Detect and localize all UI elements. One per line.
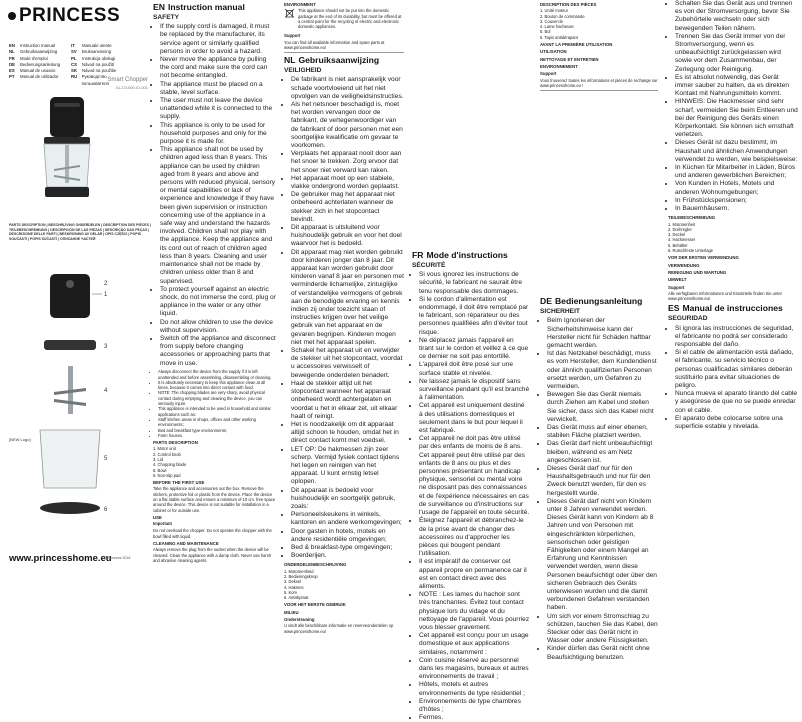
language-name: Bedienungsanleitung bbox=[20, 61, 61, 67]
product-label bbox=[64, 77, 148, 91]
en-environment-text: This appliance should not be put into the domestic garbage at the end of its durability, but must be offered at a central point for the recycling of electric and electronic domestic appliances. bbox=[298, 8, 402, 30]
es-code: ES bbox=[668, 303, 680, 314]
list-item: • Bed and breakfast type environments; bbox=[158, 428, 276, 433]
copyright-date: © Princess 2018 bbox=[104, 556, 131, 560]
website-url[interactable]: www.princesshome.eu bbox=[9, 553, 112, 564]
list-item: • Fermes. bbox=[419, 714, 530, 722]
de-clean-heading: REINIGUNG UND WARTUNG bbox=[668, 269, 727, 275]
parts-diagram bbox=[28, 270, 120, 555]
fr-support-text: Vous trouverez toutes les informations et pièces de rechange sur www.princesshome.eu ! bbox=[540, 77, 658, 88]
list-item: • The appliance must be placed on a stable, level surface. bbox=[160, 81, 276, 97]
en-use-important: Important bbox=[153, 521, 172, 527]
es-title bbox=[668, 303, 798, 313]
en-use-text: Do not overload the chopper. Do not operate the chopper with the bowl filled with liquid. bbox=[153, 528, 272, 539]
part-item: 6. Antislipmat bbox=[284, 595, 309, 601]
nl-parts-list bbox=[284, 569, 404, 601]
language-name: Bruksanvisning bbox=[82, 49, 112, 55]
language-name: Manuale utente bbox=[82, 43, 112, 48]
language-code: PL bbox=[71, 55, 77, 61]
diagram-callout-4: 4 bbox=[104, 388, 108, 394]
list-item: • Il est impératif de conserver cet appareil propre en permanence car il est en contact direct avec des aliments. bbox=[419, 558, 530, 591]
de-environment-heading: UMWELT bbox=[668, 277, 687, 283]
list-item: • Si ignora las instrucciones de seguridad, el fabricante no podrá ser considerado responsable del daño. bbox=[675, 325, 798, 350]
en-environment-row bbox=[284, 8, 404, 31]
list-item: • Door gasten in hotels, motels en andere residentiële omgevingen; bbox=[291, 528, 404, 544]
language-code: SV bbox=[71, 49, 77, 55]
list-item: • Cet appareil ne doit pas être utilisé par des enfants de moins de 8 ans. Cet appareil peut être utilisé par des enfants de 8 ans ou plus et des personnes présentant un handicap physique, sensoriel ou mental voire ne disposant pas des connaissances et de l'expérience nécessaires en cas de surveillance ou d'instructions sur l'usage de l'appareil en toute sécurité. bbox=[419, 435, 530, 517]
part-item: 1. Motoreenheid bbox=[284, 568, 314, 574]
product-number: 01.221000.01.001 bbox=[115, 85, 148, 90]
product-image bbox=[36, 95, 98, 205]
part-item: 4. Lame hacheuse bbox=[540, 24, 574, 30]
list-item: • Coin cuisine réservé au personnel dans les magasins, bureaux et autres environnements de travail ; bbox=[419, 657, 530, 682]
part-item: 2. Control knob bbox=[153, 451, 181, 457]
list-item: • Cet appareil est conçu pour un usage domestique et aux applications similaires, notamment : bbox=[419, 632, 530, 657]
list-item: • In Bauernhäusern. bbox=[675, 205, 798, 213]
column-fr bbox=[412, 0, 530, 722]
language-name: Manual de usuario bbox=[20, 68, 56, 74]
list-item: • Verplaats het apparaat nooit door aan het snoer te trekken. Zorg ervoor dat het snoer niet verward kan raken. bbox=[291, 150, 404, 175]
language-name: Instrukcja obsługi bbox=[82, 55, 116, 61]
de-parts-list bbox=[668, 222, 798, 254]
en-before-text: Take the appliance and accessories out the box. Remove the stickers, protective foil or plastic from the device. Place the device on a flat stable surface and ensure a minimum of 10 cm. free space around the device. This device is not suitable for installation in a cabinet or for outside use. bbox=[153, 486, 276, 513]
part-item: 3. Couvercle bbox=[540, 18, 563, 24]
en-parts-list bbox=[153, 446, 276, 478]
de-support-heading: Support bbox=[668, 284, 685, 290]
fr-title-text: Mode d'instructions bbox=[426, 250, 508, 260]
en-before-heading: BEFORE THE FIRST USE bbox=[153, 480, 205, 486]
en-safety-large bbox=[153, 14, 276, 368]
list-item: • Het is noodzakelijk om dit apparaat altijd schoon te houden, omdat het in direct contact komt met voedsel. bbox=[291, 421, 404, 446]
de-safety-list-cont bbox=[668, 0, 798, 213]
list-item: • Dit apparaat mag niet worden gebruikt door kinderen jonger dan 8 jaar. Dit apparaat kan worden gebruikt door kinderen vanaf 8 jaar en personen met verminderde lichamelijke, zintuiglijke of verstandelijke vermogens of gebrek aan de benodigde ervaring en kennis indien zij onder toezicht staan of instructies krijgen over het veilige gebruik van het apparaat en de gevaren begrijpen. Kinderen mogen niet met het apparaat spelen. bbox=[291, 249, 404, 347]
fr-title bbox=[412, 250, 530, 260]
list-item: • Cet appareil est uniquement destiné à des utilisations domestiques et seulement dans le but pour lequel il est fabriqué. bbox=[419, 402, 530, 435]
part-item: 6. Tapis antidérapant bbox=[540, 34, 578, 40]
list-item: • Éteignez l'appareil et débranchez-le de la prise avant de changer des accessoires ou d'approcher les pièces qui bougent pendant l'utilisation. bbox=[419, 517, 530, 558]
fr-environment-heading: ENVIRONNEMENT bbox=[540, 63, 578, 69]
diagram-callout-2: 2 bbox=[104, 281, 108, 287]
list-item: • Staff kitchen areas in shops, offices and other working environments; bbox=[158, 417, 276, 428]
language-name: Mode d'emploi bbox=[20, 55, 48, 61]
list-item: • Beim Ignorieren der Sicherheitshinweise kann der Hersteller nicht für Schäden haftbar gemacht werden. bbox=[547, 317, 658, 350]
de-safety-large-cont bbox=[668, 0, 798, 213]
diagram-callout-5: 5 bbox=[104, 456, 108, 462]
fr-clean-heading: NETTOYAGE ET ENTRETIEN bbox=[540, 56, 599, 62]
list-item: • Kinder dürfen das Gerät nicht ohne Beaufsichtigung benutzen. bbox=[547, 645, 658, 661]
list-item: • Bed & breakfast-type omgevingen; bbox=[291, 544, 404, 552]
list-item: • Das Gerät muss auf einer ebenen, stabilen Fläche platziert werden. bbox=[547, 424, 658, 440]
language-item bbox=[9, 74, 71, 87]
part-item: 2. Drehregler bbox=[668, 226, 692, 232]
part-item: 1. Motor unit bbox=[153, 446, 176, 452]
figure-label: [NEW Logo] bbox=[9, 437, 31, 442]
nl-safety-heading: VEILIGHEID bbox=[284, 67, 322, 75]
wheelie-bin-crossed-icon bbox=[284, 8, 295, 18]
list-item: • Het apparaat moet op een stabiele, vlakke ondergrond worden geplaatst. bbox=[291, 175, 404, 191]
list-item: • It is absolutely necessary to keep this appliance clean at all times, because it comes into direct contact with food. bbox=[158, 380, 276, 391]
es-safety-list bbox=[668, 325, 798, 432]
list-item: • Um sich vor einem Stromschlag zu schützen, tauchen Sie das Kabel, den Stecker oder das Gerät nicht in Wasser oder andere Flüssigkeiten. bbox=[547, 613, 658, 646]
list-item: • Es ist absolut notwendig, das Gerät immer sauber zu halten, da es direkten Kontakt mit Nahrungsmitteln kommt. bbox=[675, 74, 798, 99]
de-title-text: Bedienungsanleitung bbox=[554, 296, 643, 307]
en-support-heading: Support bbox=[284, 33, 301, 39]
part-item: 5. Behälter bbox=[668, 242, 688, 248]
product-name: Smart Chopper bbox=[107, 77, 148, 83]
part-item: 1. Motoreinheit bbox=[668, 221, 696, 227]
de-safety-heading: SICHERHEIT bbox=[540, 308, 580, 316]
list-item: • Boerderijen. bbox=[291, 552, 404, 560]
part-item: 2. Bouton de commande bbox=[540, 13, 585, 19]
nl-safety-list bbox=[284, 76, 404, 560]
language-code: FR bbox=[9, 55, 15, 61]
part-item: 5. Bowl bbox=[153, 467, 167, 473]
list-item: • Als het netsnoer beschadigd is, moet het worden vervangen door de fabrikant, de vertegenwoordiger van de fabrikant of door personen met een soortgelijke kwalificatie om gevaar te voorkomen. bbox=[291, 101, 404, 150]
list-item: • Ne déplacez jamais l'appareil en tirant sur le cordon et veillez à ce que ce dernier ne soit pas entortillé. bbox=[419, 337, 530, 362]
part-item: 4. Chopping blade bbox=[153, 462, 187, 468]
brand-logo bbox=[8, 5, 120, 27]
list-item: • Haal de stekker altijd uit het stopcontact wanneer het apparaat onbeheerd wordt achtergelaten en voordat u het in elkaar zet, uit elkaar haalt of reinigt. bbox=[291, 380, 404, 421]
language-code: EN bbox=[9, 43, 15, 48]
list-item: • Nunca mueva el aparato tirando del cable y asegúrese de que no se puede enredar con el cable. bbox=[675, 390, 798, 415]
parts-description-heading: PARTS DESCRIPTION | BESCHRIJVING ONDERDELEN | DESCRIPTION DES PIÈCES | TEILEBESCHREIBUNG | DESCRIPCIÓN DE LAS PIEZAS | DESCRIÇÃO DAS PEÇAS | DESCRIZIONE DELLE PARTI | BESKRIVNING AV DELAR | OPIS CZĘŚCI | POPIS SOUČÁSTÍ | POPIS SÚČASTÍ | ОПИСАНИЕ ЧАСТЕЙ bbox=[9, 223, 151, 241]
fr-parts-list bbox=[540, 8, 658, 40]
language-code: CS bbox=[71, 61, 77, 67]
list-item: • Never move the appliance by pulling the cord and make sure the cord can not become entangled. bbox=[160, 56, 276, 81]
part-item: 3. Deksel bbox=[284, 579, 302, 585]
list-item: • If the supply cord is damaged, it must be replaced by the manufacturer, its service agent or similarly qualified persons in order to avoid a hazard. bbox=[160, 23, 276, 56]
list-item: • Ne laissez jamais le dispositif sans surveillance pendant qu'il est branché à l'alimentation. bbox=[419, 378, 530, 403]
part-item: 5. Kom bbox=[284, 589, 297, 595]
list-item: • Dit apparaat is bedoeld voor huishoudelijk en soortgelijk gebruik, zoals: bbox=[291, 487, 404, 512]
en-title bbox=[153, 2, 276, 12]
part-item: 4. Hakmes bbox=[284, 584, 304, 590]
fr-safety-heading: SÉCURITÉ bbox=[412, 262, 446, 269]
list-item: • The user must not leave the device unattended while it is connected to the supply. bbox=[160, 97, 276, 122]
de-support-text: Alle verfügbaren Informationen und Ersatzteile finden Sie unter www.princesshome.eu! bbox=[668, 290, 783, 302]
brand-name: PRINCESS bbox=[19, 5, 121, 26]
part-item: 6. Non-slip pad bbox=[153, 472, 181, 478]
list-item: • Environnements de type chambres d'hôtes ; bbox=[419, 698, 530, 714]
en-title-text: Instruction manual bbox=[167, 2, 245, 12]
language-code: PT bbox=[9, 74, 15, 80]
part-item: 1. Unité moteur bbox=[540, 8, 568, 14]
en-use-heading: USE bbox=[153, 514, 162, 520]
column-en bbox=[153, 0, 276, 575]
list-item: • De gebruiker mag het apparaat niet onbeheerd achterlaten wanneer de stekker zich in het stopcontact bevindt. bbox=[291, 191, 404, 224]
nl-before-heading: VOOR HET EERSTE GEBRUIK bbox=[284, 602, 346, 608]
language-code: DE bbox=[9, 61, 15, 67]
part-item: 6. Rutschfeste Unterlage bbox=[668, 248, 714, 254]
list-item: • Schakel het apparaat uit en verwijder de stekker uit het stopcontact, voordat u accessoires verwisselt of bewegende onderdelen benadert. bbox=[291, 347, 404, 380]
list-item: • HINWEIS: Die Hackmesser sind sehr scharf, vermeiden Sie beim Entleeren und bei der Reinigung des Geräts einen Körperkontakt. Sie können sich ernsthaft verletzen. bbox=[675, 98, 798, 139]
list-item: • Dieses Gerät darf nicht von Kindern unter 8 Jahren verwendet werden. Dieses Gerät kann von Kindern ab 8 Jahren und von Personen mit eingeschränkten körperlichen, sensorischen oder geistigen Fähigkeiten oder einem Mangel an Erfahrung und Kenntnissen verwendet werden, wenn diese Personen beaufsichtigt oder über den sicheren Gebrauch des Geräts unterwiesen wurden und die damit verbundenen Gefahren verstanden haben. bbox=[547, 498, 658, 613]
nl-support-heading: Ondersteuning bbox=[284, 617, 315, 623]
list-item: • Von Kunden in Hotels, Motels und anderen Wohnumgebungen; bbox=[675, 180, 798, 196]
de-safety-large bbox=[540, 308, 658, 662]
list-item: • Switch off the appliance and disconnect from supply before changing accessories or approaching parts that move in use. bbox=[160, 335, 276, 368]
language-name: Gebruiksaanwijzing bbox=[20, 49, 58, 55]
de-safety-list bbox=[540, 317, 658, 662]
list-item: • Personeelskeukens in winkels, kantoren en andere werkomgevingen; bbox=[291, 511, 404, 527]
en-support-text: You can find all available information and spare parts at www.princesshome.eu! bbox=[284, 39, 385, 50]
en-clean-heading: CLEANING AND MAINTENANCE bbox=[153, 540, 219, 546]
language-code: ES bbox=[9, 68, 15, 74]
fr-code: FR bbox=[412, 250, 424, 260]
nl-support-text: U vindt alle beschikbare informatie en reserveonderdelen op www.princesshome.eu! bbox=[284, 623, 394, 634]
part-item: 3. Lid bbox=[153, 456, 164, 462]
list-item: • Trennen Sie das Gerät immer von der Stromversorgung, wenn es unbeaufsichtigt zurückgelassen wird sowie vor dem Zusammenbau, der Zerlegung oder Reinigung. bbox=[675, 33, 798, 74]
list-item: • Bewegen Sie das Gerät niemals durch Ziehen am Kabel und stellen Sie sicher, dass sich das Kabel nicht verwickelt. bbox=[547, 391, 658, 424]
de-before-heading: VOR DER ERSTEN VERWENDUNG bbox=[668, 255, 739, 261]
list-item: • Si el cable de alimentación está dañado, el fabricante, su servicio técnico o personas cualificadas similares deberán sustituirlo para evitar situaciones de peligro. bbox=[675, 349, 798, 390]
de-use-heading: VERWENDUNG bbox=[668, 262, 700, 268]
nl-title-text: Gebruiksaanwijzing bbox=[298, 55, 380, 66]
part-item: 3. Deckel bbox=[668, 232, 686, 238]
list-item: • This appliance shall not be used by children aged less than 8 years. This appliance can be used by children aged from 8 years and above and persons with reduced physical, sensory or mental capabilities or lack of experience and knowledge if they have been given supervision or instruction concerning use of the appliance in a safe way and understand the hazards involved. Children shall not play with the appliance. Keep the appliance and its cord out of reach of children aged less than 8 years. Cleaning and user maintenance shall not be made by children unless older than 8 and supervised. bbox=[160, 146, 276, 285]
part-item: 5. Bol bbox=[540, 29, 551, 35]
es-title-text: Manual de instrucciones bbox=[682, 303, 783, 314]
language-name: Návod na použitie bbox=[82, 68, 117, 74]
list-item: • Dieses Gerät darf nur für den Haushaltsgebrauch und nur für den Zweck benutzt werden, für den es hergestellt wurde. bbox=[547, 465, 658, 498]
brand-mark-icon bbox=[8, 12, 16, 20]
es-safety-heading: SEGURIDAD bbox=[668, 315, 708, 323]
list-item: • In Küchen für Mitarbeiter in Läden, Büros und anderen gewerblichen Bereichen; bbox=[675, 164, 798, 180]
de-parts-heading: TEILEBESCHREIBUNG bbox=[668, 215, 716, 221]
list-item: • Farm houses. bbox=[158, 433, 276, 438]
list-item: • Si le cordon d'alimentation est endommagé, il doit être remplacé par le fabricant, son réparateur ou des personnes qualifiées afin d'éviter tout risque. bbox=[419, 296, 530, 337]
language-name: Manual de utilizador bbox=[20, 74, 59, 80]
nl-parts-heading: ONDERDELENBESCHRIJVING bbox=[284, 562, 347, 568]
language-code: NL bbox=[9, 49, 15, 55]
language-code: RU bbox=[71, 74, 78, 80]
en-safety-heading: SAFETY bbox=[153, 14, 180, 21]
fr-parts-heading: DESCRIPTION DES PIÈCES bbox=[540, 2, 597, 7]
fr-safety-list bbox=[412, 271, 530, 722]
part-item: 4. Hackmesser bbox=[668, 237, 696, 243]
list-item: • LET OP: De hakmessen zijn zeer scherp. Vermijd fysiek contact tijdens het legen en reinigen van het apparaat. U kunt ernstig letsel oplopen. bbox=[291, 446, 404, 487]
de-title bbox=[540, 296, 658, 306]
nl-safety-large bbox=[284, 67, 404, 560]
list-item: • NOTE: The chopping blades are very sharp, avoid physical contact during emptying and cleaning the device, you can seriously injure. bbox=[158, 390, 276, 406]
list-item: • NOTE : Les lames du hachoir sont très tranchantes. Évitez tout contact physique lors du vidage et du nettoyage de l'appareil. Vous pourriez vous blesser gravement. bbox=[419, 591, 530, 632]
nl-environment-heading: MILIEU bbox=[284, 609, 299, 615]
en-environment-heading: ENVIRONMENT bbox=[284, 2, 316, 7]
fr-safety-large bbox=[412, 262, 530, 722]
divider bbox=[284, 52, 404, 53]
en-parts-heading: PARTS DESCRIPTION bbox=[153, 440, 198, 446]
diagram-callout-6: 6 bbox=[104, 507, 108, 513]
en-code: EN bbox=[153, 2, 165, 12]
de-code: DE bbox=[540, 296, 552, 307]
list-item: • Dieses Gerät ist dazu bestimmt, im Haushalt und ähnlichen Anwendungen verwendet zu werden, wie beispielsweise: bbox=[675, 139, 798, 164]
nl-code: NL bbox=[284, 55, 296, 66]
diagram-callout-1: 1 bbox=[104, 292, 108, 298]
list-item: • Hôtels, motels et autres environnements de type résidentiel ; bbox=[419, 681, 530, 697]
en-clean-text: Always remove the plug from the socket when the device will be cleaned. Clean the appliance with a damp cloth. Never use harsh and abrasive cleaning agents. bbox=[153, 547, 272, 563]
list-item: • Always disconnect the device from the supply if it is left unattended and before assembling, disassembling or cleaning. bbox=[158, 369, 276, 380]
list-item: • Ist das Netzkabel beschädigt, muss es vom Hersteller, dem Kundendienst oder ähnlich qualifizierten Personen ersetzt werden, um Gefahren zu vermeiden. bbox=[547, 350, 658, 391]
fr-support-heading: Support bbox=[540, 71, 557, 77]
list-item: • L'appareil doit être posé sur une surface stable et nivelée. bbox=[419, 361, 530, 377]
column-fr-de bbox=[540, 0, 658, 661]
language-code: IT bbox=[71, 43, 75, 48]
language-name: Руководство пользователя bbox=[81, 74, 109, 86]
list-item: • This appliance is only to be used for household purposes and only for the purpose it is made for. bbox=[160, 122, 276, 147]
list-item: • Dit apparaat is uitsluitend voor huishoudelijk gebruik en voor het doel waarvoor het is bedoeld. bbox=[291, 224, 404, 249]
column-de-es bbox=[668, 0, 798, 575]
nl-title bbox=[284, 55, 404, 65]
language-name: Instruction manual bbox=[20, 43, 56, 48]
cover-panel bbox=[0, 0, 150, 575]
fr-before-heading: AVANT LA PREMIÈRE UTILISATION bbox=[540, 42, 613, 48]
list-item: • De fabrikant is niet aansprakelijk voor schade voortvloeiend uit het niet opvolgen van de veiligheidsinstructies. bbox=[291, 76, 404, 101]
diagram-callout-3: 3 bbox=[104, 344, 108, 350]
part-item: 2. Bedieningsknop bbox=[284, 573, 318, 579]
list-item: • Schalten Sie das Gerät aus und trennen es von der Stromversorgung, bevor Sie Zubehörteile wechseln oder sich bewegenden Teilen nähern. bbox=[675, 0, 798, 33]
divider bbox=[540, 90, 658, 91]
list-item: • Do not allow children to use the device without supervision. bbox=[160, 319, 276, 335]
en-safety-list-small bbox=[153, 369, 276, 438]
list-item: • El aparato debe colocarse sobre una superficie estable y nivelada. bbox=[675, 415, 798, 431]
fr-use-heading: UTILISATION bbox=[540, 49, 567, 55]
list-item: • To protect yourself against an electric shock, do not immerse the cord, plug or appliance in the water or any other liquid. bbox=[160, 286, 276, 319]
en-safety-list-large bbox=[153, 23, 276, 368]
list-item: • Das Gerät darf nicht unbeaufsichtigt bleiben, während es am Netz angeschlossen ist. bbox=[547, 440, 658, 465]
list-item: • In Frühstückspensionen; bbox=[675, 197, 798, 205]
list-item: • Si vous ignorez les instructions de sécurité, le fabricant ne saurait être tenu responsable des dommages. bbox=[419, 271, 530, 296]
language-code: SK bbox=[71, 68, 77, 74]
list-item: • This appliance is intended to be used in household and similar applications such as: bbox=[158, 406, 276, 417]
column-en-nl bbox=[284, 0, 404, 634]
language-name: Návod na použití bbox=[82, 61, 115, 67]
es-safety-large bbox=[668, 315, 798, 431]
